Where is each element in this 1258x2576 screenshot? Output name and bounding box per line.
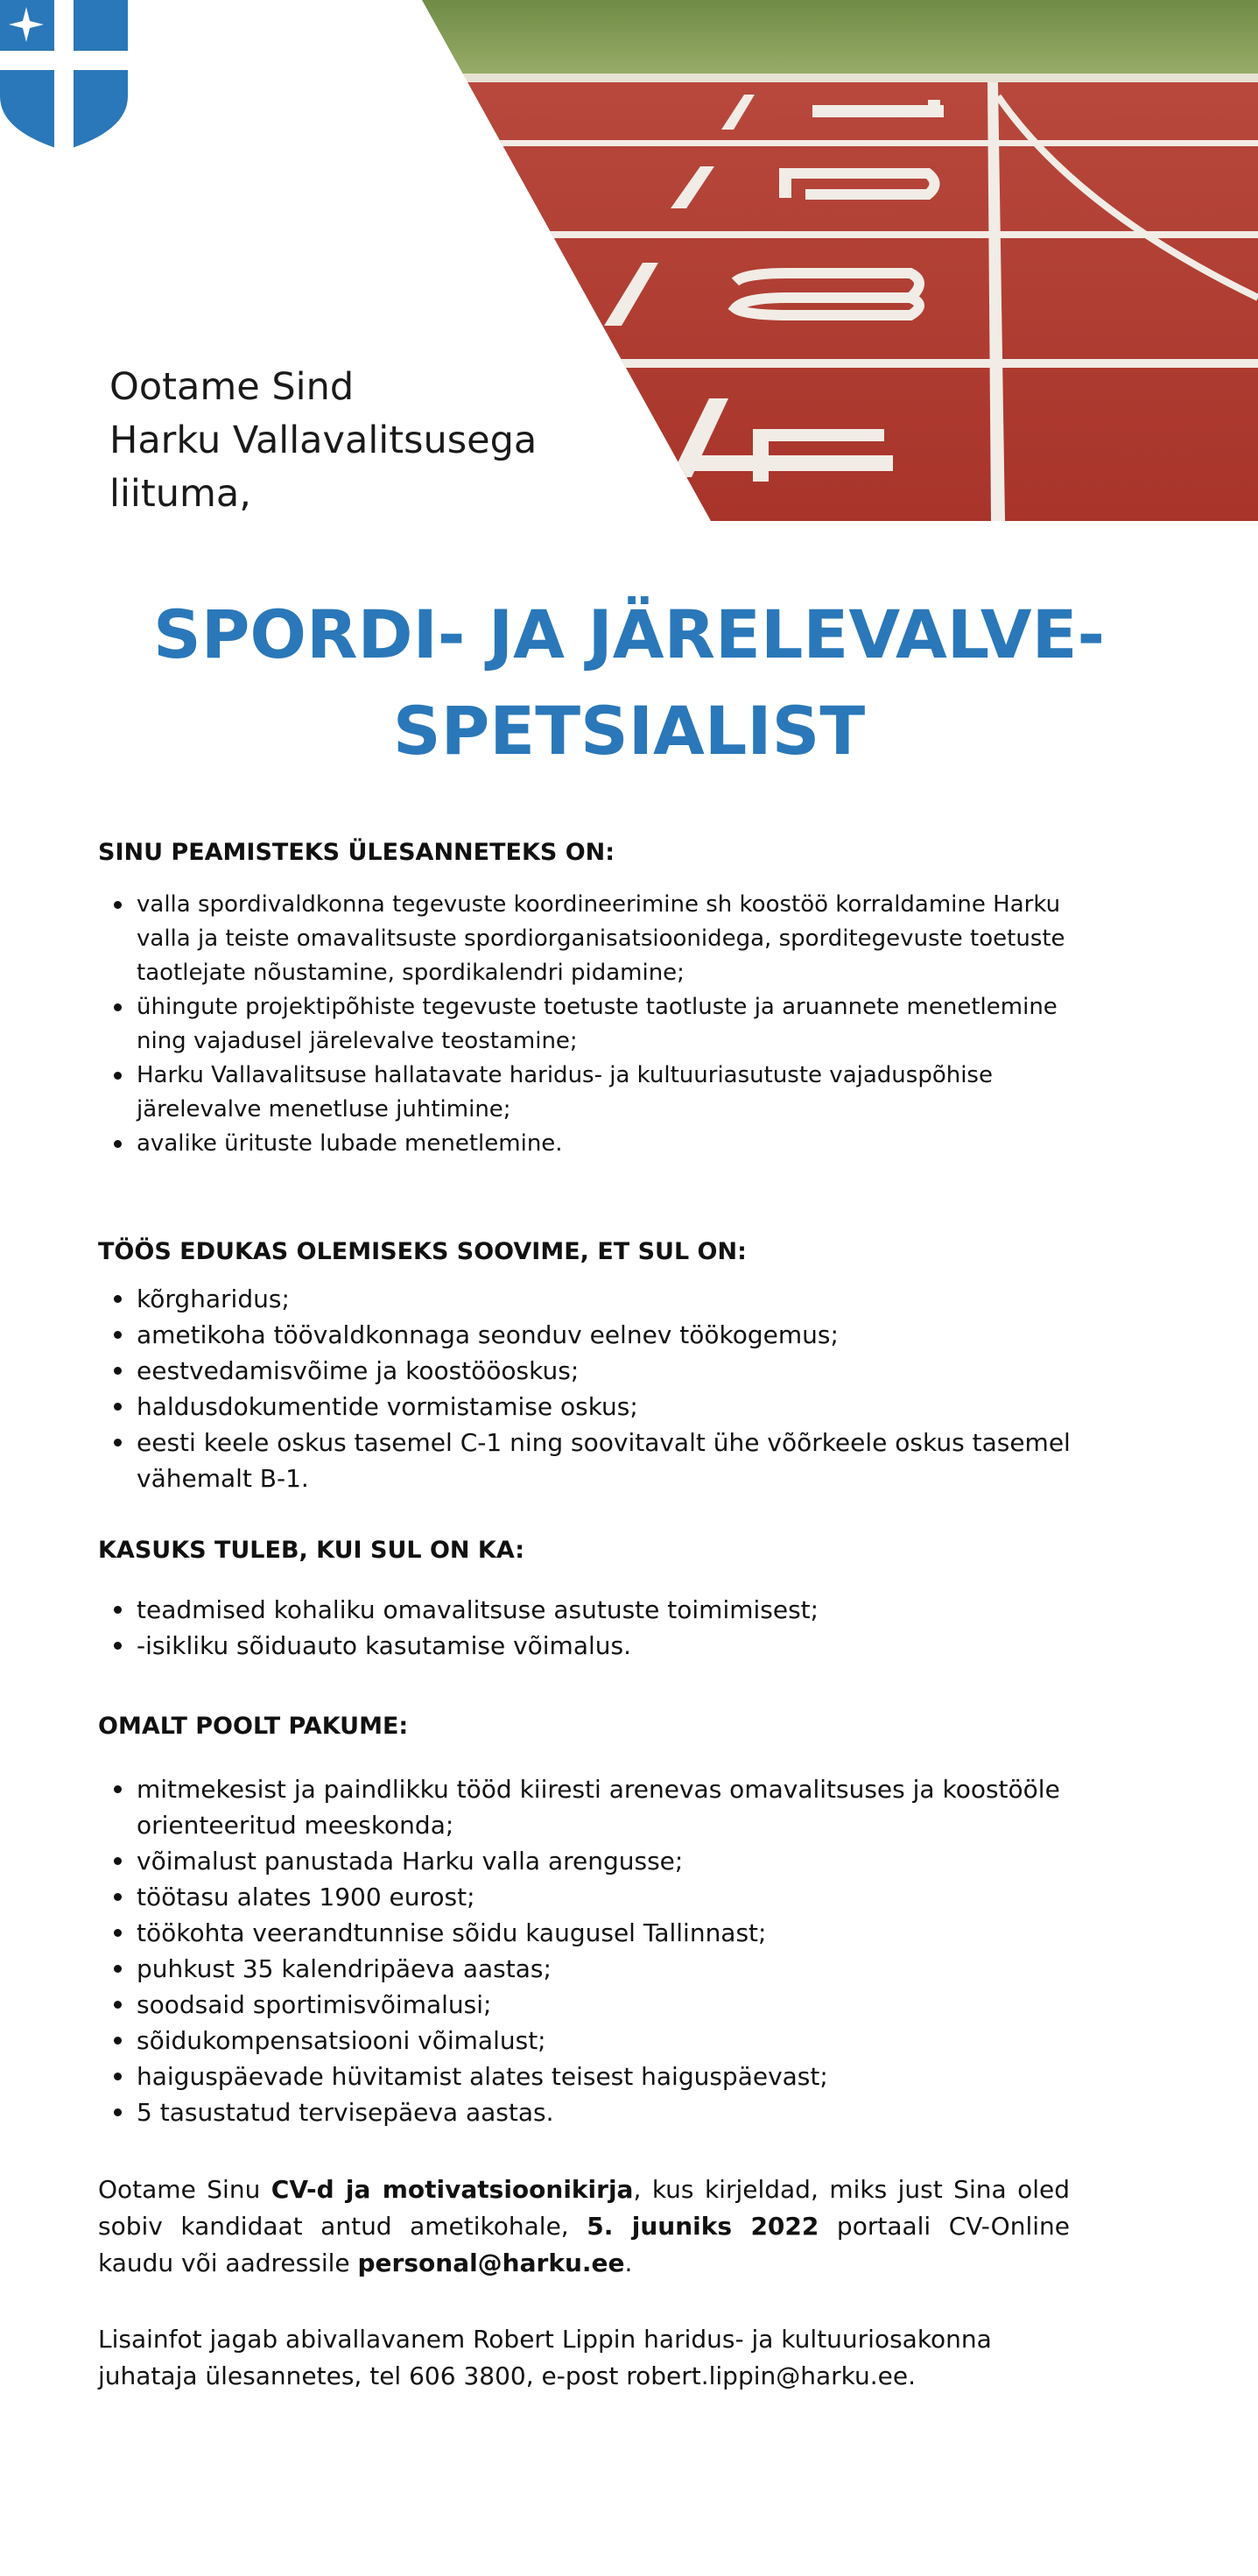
tasks-list	[98, 888, 1079, 1161]
intro-line: Ootame Sind	[109, 365, 355, 409]
list-item: teadmised kohaliku omavalitsuse asutuste toimimisest;	[98, 1592, 1079, 1628]
requirements-section	[98, 1238, 1079, 1496]
tasks-section	[98, 839, 1079, 1161]
harku-coat-of-arms-icon	[0, 0, 128, 151]
list-item: soodsaid sportimisvõimalusi;	[98, 1987, 1079, 2023]
section-heading: SINU PEAMISTEKS ÜLESANNETEKS ON:	[98, 839, 615, 866]
application-deadline: 5. juuniks 2022	[587, 2212, 819, 2241]
application-paragraph	[98, 2171, 1070, 2282]
requirements-list	[98, 1281, 1079, 1496]
list-item: ametikoha töövaldkonnaga seonduv eelnev töökogemus;	[98, 1317, 1079, 1353]
list-item: haldusdokumentide vormistamise oskus;	[98, 1389, 1079, 1425]
list-item: võimalust panustada Harku valla arengusse;	[98, 1843, 1079, 1879]
list-item: -isikliku sõiduauto kasutamise võimalus.	[98, 1628, 1079, 1664]
section-heading: OMALT POOLT PAKUME:	[98, 1713, 409, 1740]
section-heading: TÖÖS EDUKAS OLEMISEKS SOOVIME, ET SUL ON:	[98, 1238, 747, 1265]
list-item: sõidukompensatsiooni võimalust;	[98, 2023, 1079, 2059]
contact-paragraph: Lisainfot jagab abivallavanem Robert Lippin haridus- ja kultuuriosakonna juhataja ülesannetes, tel 606 3800, e-post robert.lippin@harku.ee.	[98, 2325, 992, 2390]
application-text: .	[624, 2249, 633, 2277]
list-item: ühingute projektipõhiste tegevuste toetuste taotluste ja aruannete menetlemine ning vajadusel järelevalve teostamine;	[98, 990, 1079, 1059]
application-documents: CV-d ja motivatsioonikirja	[271, 2175, 634, 2204]
list-item: haiguspäevade hüvitamist alates teisest haiguspäevast;	[98, 2059, 1079, 2094]
grass-strip	[0, 0, 1258, 79]
offer-list	[98, 1771, 1079, 2130]
intro-text	[109, 361, 537, 521]
application-email: personal@harku.ee	[357, 2249, 625, 2277]
list-item: Harku Vallavalitsuse hallatavate haridus- ja kultuuriasutuste vajaduspõhise järelevalve menetluse juhtimine;	[98, 1059, 1079, 1127]
list-item: 5 tasustatud tervisepäeva aastas.	[98, 2094, 1079, 2130]
application-text: Ootame Sinu	[98, 2175, 271, 2204]
page-title	[0, 587, 1258, 779]
list-item: mitmekesist ja paindlikku tööd kiiresti arenevas omavalitsuses ja koostööle orienteeritud meeskonda;	[98, 1771, 1079, 1843]
bonus-section	[98, 1537, 1079, 1664]
list-item: valla spordivaldkonna tegevuste koordineerimine sh koostöö korraldamine Harku valla ja teiste omavalitsuste spordiorganisatsioonidega, sporditegevuste toetuste taotlejate nõustamine, spordikalendri pidamine;	[98, 888, 1079, 990]
list-item: eesti keele oskus tasemel C-1 ning soovitavalt ühe võõrkeele oskus tasemel vähemalt B-1.	[98, 1425, 1079, 1496]
list-item: puhkust 35 kalendripäeva aastas;	[98, 1951, 1079, 1987]
list-item: töötasu alates 1900 eurost;	[98, 1879, 1079, 1915]
offer-section	[98, 1713, 1079, 2130]
bonus-list	[98, 1592, 1079, 1664]
list-item: töökohta veerandtunnise sõidu kaugusel Tallinnast;	[98, 1915, 1079, 1951]
title-line: SPORDI- JA JÄRELEVALVE-	[152, 595, 1106, 673]
intro-line: Harku Vallavalitsusega	[109, 419, 538, 462]
intro-line: liituma,	[109, 472, 251, 516]
application-text: portaali CV-Online kaudu või aadressile	[98, 2212, 1070, 2277]
list-item: avalike ürituste lubade menetlemine.	[98, 1127, 1079, 1161]
application-text: , kus kirjeldad, miks just Sina oled sobiv kandidaat antud ametikohale,	[98, 2175, 1071, 2241]
list-item: eestvedamisvõime ja koostööoskus;	[98, 1353, 1079, 1389]
list-item: kõrgharidus;	[98, 1281, 1079, 1317]
title-line: SPETSIALIST	[392, 692, 866, 770]
section-heading: KASUKS TULEB, KUI SUL ON KA:	[98, 1537, 525, 1564]
